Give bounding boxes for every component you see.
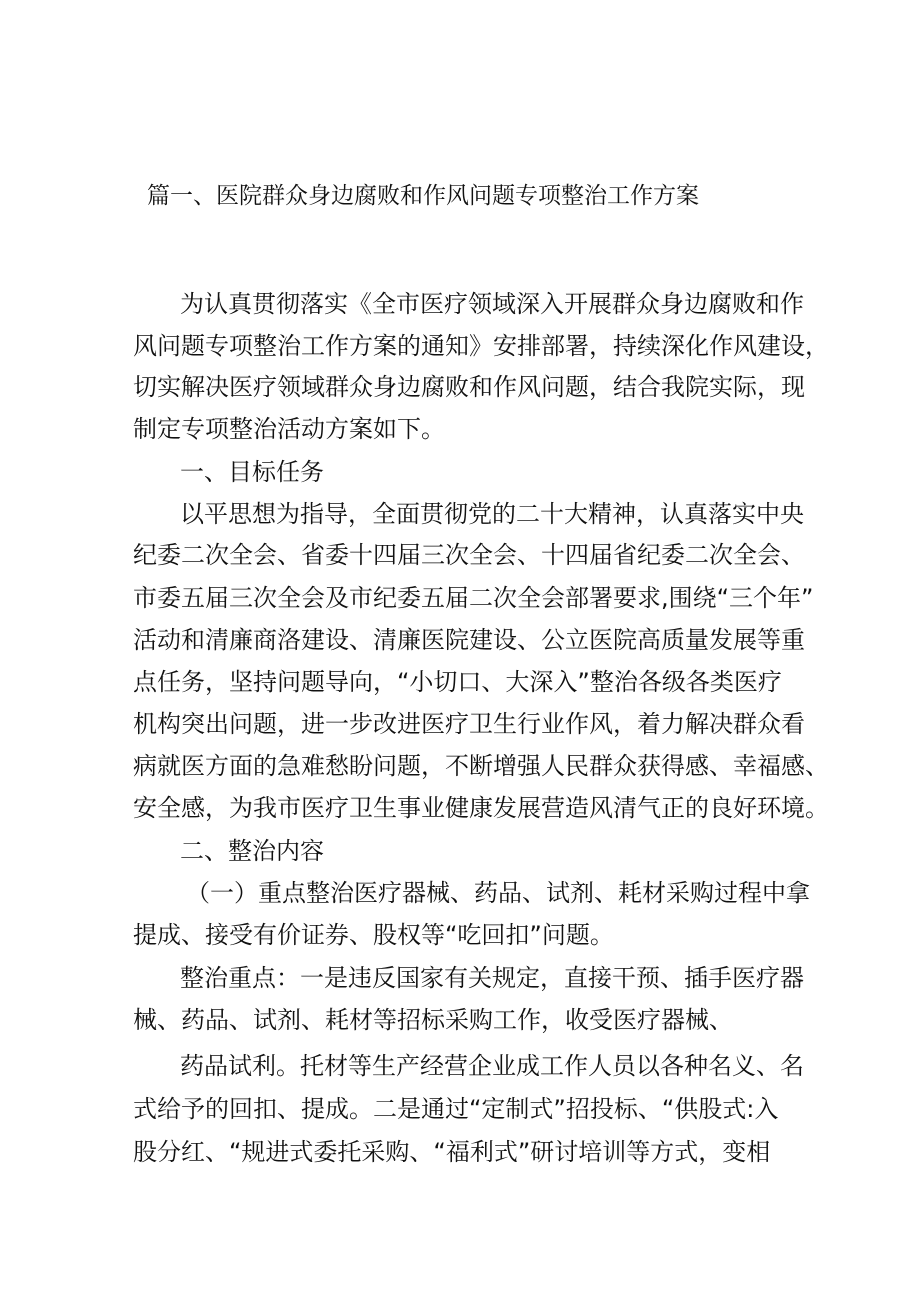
paragraph-line: 风问题专项整治工作方案的通知》安排部署，持续深化作风建设， — [133, 332, 829, 360]
paragraph-line: 股分红、“规进式委托采购、“福利式”研讨培训等方式，变相 — [133, 1138, 771, 1166]
paragraph-line: 病就医方面的急难愁盼问题，不断增强人民群众获得感、幸福感、 — [133, 752, 829, 780]
paragraph-line: 制定专项整治活动方案如下。 — [133, 415, 445, 443]
paragraph-line: 切实解决医疗领域群众身边腐败和作风问题，结合我院实际，现 — [133, 373, 805, 401]
paragraph-line: 活动和清廉商洛建设、清廉医院建设、公立医院高质量发展等重 — [133, 626, 805, 654]
paragraph-line: 为认真贯彻落实《全市医疗领域深入开展群众身边腐败和作 — [180, 290, 804, 318]
paragraph-line: 安全感，为我市医疗卫生事业健康发展营造风清气正的良好环境。 — [133, 794, 829, 822]
paragraph-line: 式给予的回扣、提成。二是通过“定制式”招投标、“供股式:入 — [133, 1095, 779, 1123]
paragraph-line: 机构突出问题，进一步改进医疗卫生行业作风，着力解决群众看 — [133, 710, 805, 738]
paragraph-line: 纪委二次全会、省委十四届三次全会、十四届省纪委二次全会、 — [133, 541, 805, 569]
document-title: 篇一、医院群众身边腐败和作风问题专项整治工作方案 — [147, 183, 699, 209]
subsection-heading-line: 提成、接受有价证券、股权等“吃回扣”问题。 — [133, 921, 614, 949]
paragraph-line: 药品试利。托材等生产经营企业成工作人员以各种名义、名 — [180, 1052, 804, 1080]
paragraph-line: 市委五届三次全会及市纪委五届二次全会部署要求,围绕“三个年” — [133, 584, 814, 612]
paragraph-line: 点任务，坚持问题导向，“小切口、大深入”整治各级各类医疗 — [133, 668, 782, 696]
section-heading: 二、整治内容 — [180, 837, 324, 865]
paragraph-line: 整治重点：一是违反国家有关规定，直接干预、插手医疗器 — [180, 964, 804, 992]
paragraph-line: 械、药品、试剂、耗材等招标采购工作，收受医疗器械、 — [133, 1006, 733, 1034]
section-heading: 一、目标任务 — [180, 458, 324, 486]
subsection-heading-line: （一）重点整治医疗器械、药品、试剂、耗材采购过程中拿 — [186, 879, 810, 907]
paragraph-line: 以平思想为指导，全面贯彻党的二十大精神，认真落实中央 — [180, 500, 804, 528]
